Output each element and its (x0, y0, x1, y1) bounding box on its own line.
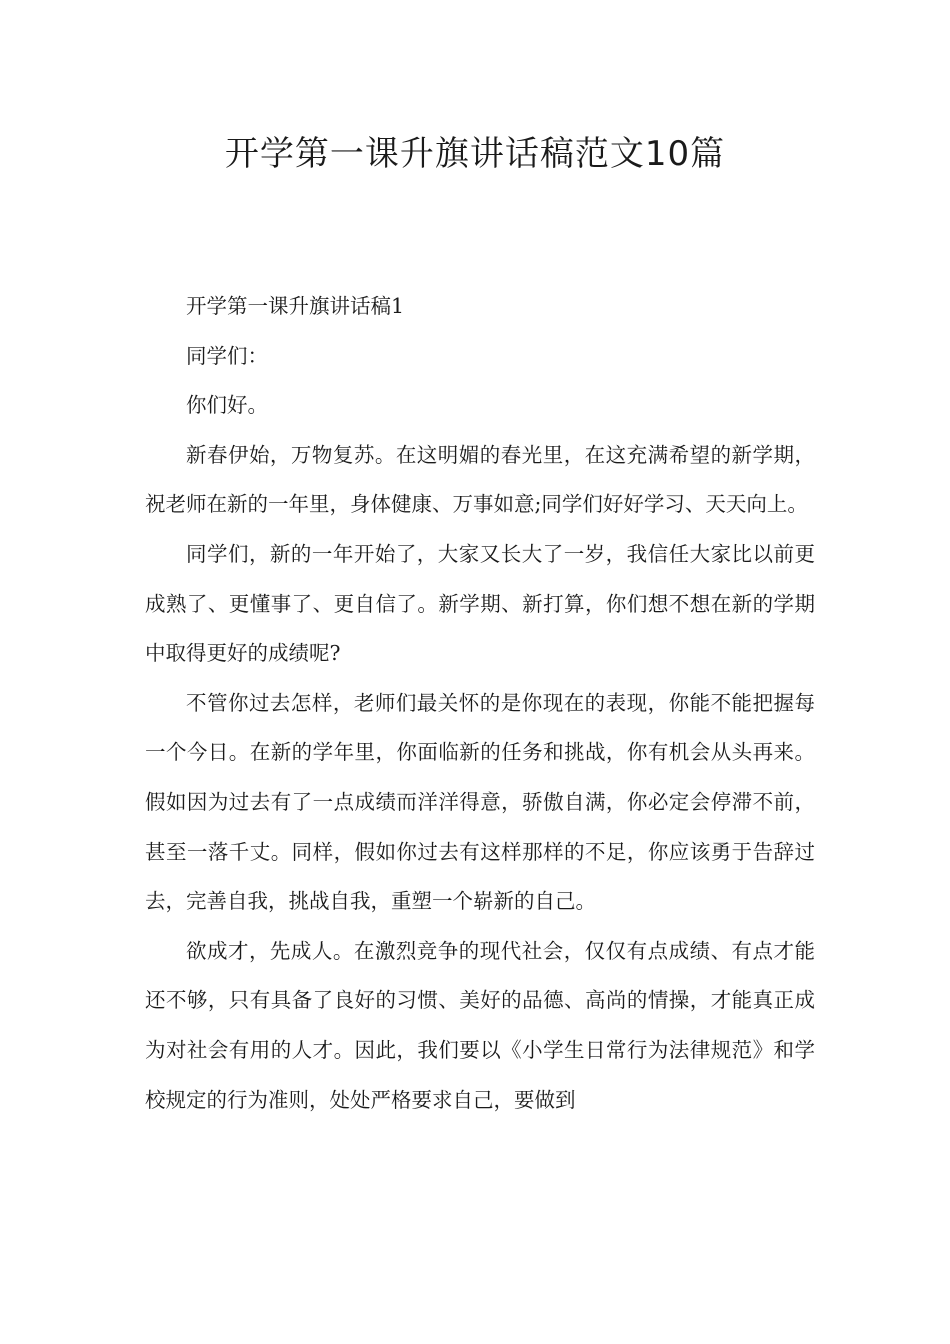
body-paragraph: 同学们，新的一年开始了，大家又长大了一岁，我信任大家比以前更成熟了、更懂事了、更自信了。新学期、新打算，你们想不想在新的学期中取得更好的成绩呢? (145, 541, 815, 666)
document-title: 开学第一课升旗讲话稿范文10篇 (224, 134, 726, 174)
body-paragraph: 不管你过去怎样，老师们最关怀的是你现在的表现，你能不能把握每一个今日。在新的学年里，你面临新的任务和挑战，你有机会从头再来。假如因为过去有了一点成绩而洋洋得意，骄傲自满，你必定会停滞不前，甚至一落千丈。同样，假如你过去有这样那样的不足，你应该勇于告辞过去，完善自我，挑战自我，重塑一个崭新的自己。 (145, 690, 815, 914)
body-paragraph: 欲成才，先成人。在激烈竞争的现代社会，仅仅有点成绩、有点才能还不够，只有具备了良好的习惯、美好的品德、高尚的情操，才能真正成为对社会有用的人才。因此，我们要以《小学生日常行为法律规范》和学校规定的行为准则，处处严格要求自己，要做到 (145, 938, 815, 1112)
document-body (145, 282, 815, 1125)
greeting: 你们好。 (186, 393, 268, 418)
section-heading: 开学第一课升旗讲话稿1 (186, 294, 405, 318)
salutation: 同学们： (186, 343, 268, 368)
body-paragraph: 新春伊始，万物复苏。在这明媚的春光里，在这充满希望的新学期，祝老师在新的一年里，身体健康、万事如意;同学们好好学习、天天向上。 (145, 442, 815, 517)
